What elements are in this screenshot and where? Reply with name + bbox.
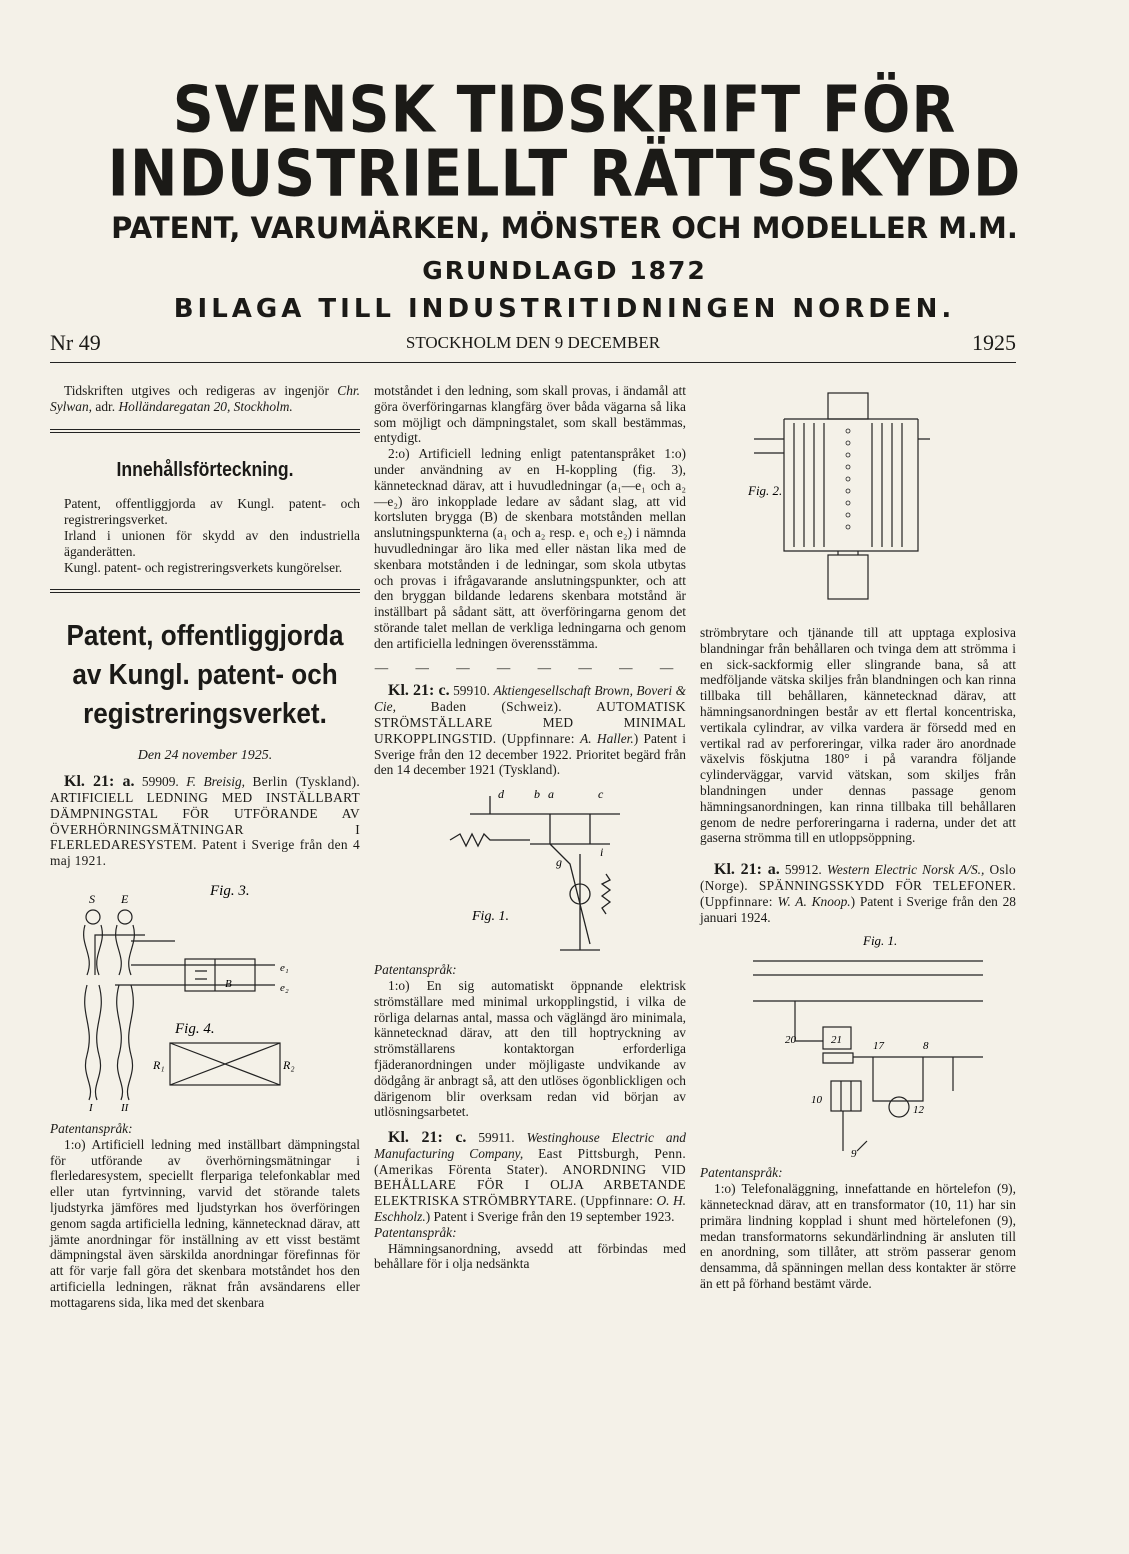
intro-paragraph: Tidskriften utgives och redigeras av ingenjör Chr. Sylwan, adr. Holländaregatan 20, Stockholm. (50, 383, 360, 414)
fig4-label: Fig. 4. (175, 1020, 215, 1037)
column-2 (374, 383, 686, 1272)
divider (50, 589, 360, 593)
claims-text: 1:o) En sig automatiskt öppnande elektrisk strömställare med minimal urkopplingstid, i vilka de rörliga delarnas antal, massa och väglängd äro minimala, kännetecknad därav, att den till hoptryckning av strömställarens kontaktorgan erforderliga fjäderanordningen under möjligaste undvikande av dödgång är anbragt så, att den utlöses ögonblickligen och därigenom blir overksam redan vid början av utlösningsarbetet. (374, 977, 686, 1120)
fig1-switch-drawing (450, 796, 620, 950)
masthead-subtitle: PATENT, VARUMÄRKEN, MÖNSTER OCH MODELLER M.M. (111, 211, 1018, 245)
issue-number: Nr 49 (50, 330, 101, 355)
fig1-telephone-drawing (753, 961, 983, 1151)
figure-1-telephone (723, 931, 993, 1159)
column-3 (700, 383, 1016, 1292)
svg-text:21: 21 (831, 1034, 842, 1047)
claims-label: Patentanspråk: (374, 1224, 457, 1240)
column-1 (50, 383, 360, 1311)
masthead (0, 73, 1129, 326)
svg-text:S: S (89, 891, 95, 906)
issue-city-date: STOCKHOLM DEN 9 DECEMBER (405, 333, 661, 352)
claims-label: Patentanspråk: (50, 1120, 133, 1136)
claims-label: Patentanspråk: (700, 1165, 783, 1181)
svg-text:20: 20 (785, 1034, 796, 1047)
claims-text: 1:o) Artificiell ledning med inställbart dämpningstal för utförande av överhörningsmätningar i flerledaresystem, speciellt flerpariga telefonkablar med eller utan fyrtvinning, varvid det störande talets ljudstyrka jämföres med ljudstyrkan hos överföringen genom sagda artificiella ledning, kännetecknad därav, att jämte anordningar för inställning av ett visst bestämt dämpningstal även särskilda anordningar förefinnas för att för varje fall göra det skenbara motståndet hos den artificiella ledningen, räknat från avsändarens eller mottagarens sida, lika med det skenbara (50, 1136, 360, 1310)
svg-text:12: 12 (913, 1104, 924, 1117)
masthead-founded: GRUNDLAGD 1872 (422, 256, 707, 285)
issue-line (50, 330, 1016, 358)
patent-entry-59911: Kl. 21: c. 59911. Westinghouse Electric and Manufacturing Company, East Pittsburgh, Penn. (Amerikas Förenta Stater). ANORDNING VID BEHÅLLARE FÖR I OLJA ARBETANDE ELEKTRISKA STRÖMBRYTARE. (Uppfinnare: O. H. Eschholz.) Patent i Sverige från den 19 september 1923. (374, 1129, 686, 1225)
claims-text: Hämningsanordning, avsedd att förbindas med behållare för i olja nedsänkta (374, 1240, 686, 1272)
svg-text:9: 9 (851, 1148, 857, 1160)
svg-text:g: g (556, 855, 562, 870)
claims-label: Patentanspråk: (374, 962, 457, 978)
svg-text:c: c (598, 787, 604, 802)
svg-text:e₂: e₂ (280, 981, 289, 994)
claims-text: 1:o) Telefonaläggning, innefattande en hörtelefon (9), kännetecknad därav, att en transformator (10, 11) har sin primära lindning kopplad i shunt med hörtelefonen (9), medan transformatorns sekundärlindning är ansluten till en anordning, som tillåter, att ström passerar genom densamma, då spänningen mellan dess kontakter är större än ett på förhand bestämt värde. (700, 1181, 1016, 1291)
claims-continued: motståndet i den ledning, som skall provas, i ändamål att göra överföringarnas klangfärg över båda vägarna så lika som möjligt och dämpningstalet, som skall bestämmas, entydigt. (374, 383, 686, 446)
issue-year: 1925 (972, 330, 1016, 355)
fig2-label: Fig. 2. (748, 483, 783, 498)
section-date: Den 24 november 1925. (137, 748, 273, 764)
svg-text:e₁: e₁ (280, 961, 289, 974)
svg-text:I: I (89, 1101, 93, 1114)
section-title: Patent, offentliggjorda av Kungl. patent- och registreringsverket. (66, 620, 344, 731)
svg-text:R₂: R₂ (283, 1057, 295, 1072)
fig1-label: Fig. 1. (863, 933, 898, 949)
svg-text:II: II (121, 1101, 129, 1114)
svg-text:8: 8 (923, 1040, 929, 1053)
masthead-title-line1: SVENSK TIDSKRIFT FÖR (172, 73, 957, 147)
figure-1-switch (430, 784, 630, 956)
fig3-drawing (84, 910, 280, 1100)
svg-text:10: 10 (811, 1094, 822, 1107)
svg-text:B: B (225, 977, 232, 990)
figure-2-cylinders (748, 383, 968, 619)
divider (50, 429, 360, 433)
toc-item: Kungl. patent- och registreringsverkets kungörelser. (64, 559, 343, 575)
fig3-label: Fig. 3. (210, 882, 250, 899)
svg-text:E: E (121, 891, 129, 906)
masthead-supplement: BILAGA TILL INDUSTRITIDNINGEN NORDEN. (173, 294, 956, 324)
patent-entry-59912: Kl. 21: a. 59912. Western Electric Norsk A/S., Oslo (Norge). SPÄNNINGSSKYDD FÖR TELEFONER. (Uppfinnare: W. A. Knoop.) Patent i Sverige från den 28 januari 1924. (700, 861, 1016, 925)
table-of-contents (50, 496, 360, 575)
patent-entry-59910: Kl. 21: c. 59910. Aktiengesellschaft Brown, Boveri & Cie, Baden (Schweiz). AUTOMATISK STRÖMSTÄLLARE MED MINIMAL URKOPPLINGSTID. (Uppfinnare: A. Haller.) Patent i Sverige från den 12 december 1922. Prioritet begärd från den 14 december 1921 (Tyskland). (374, 682, 686, 778)
claims-continued: strömbrytare och tjänande till att upptaga explosiva blandningar från behållaren och tvinga dem att strömma i en sick-sackformig eller slingrande bana, så att medföljande vätska skiljes från blandningen och kan rinna tillbaka till behållaren, kännetecknad därav, att hämningsanordningen består av ett flertal koncentriska, vertikala cylindrar, av vilka vardera är försedd med en vertikal rad av perforeringar, vilka rader äro anordnade växelvis föskjutna 180° i på varandra följande cylinderväggar, varvid vätskan, som skiljes från blandningen under dennas passage genom hämningsanordningen, kan rinna tillbaka till behållaren genom de nedre perforeringarna i raderna, under det att gaserna strömma till en utloppsöppning. (700, 625, 1016, 846)
toc-item: Patent, offentliggjorda av Kungl. patent- och registreringsverket. (64, 496, 360, 528)
claims-2: 2:o) Artificiell ledning enligt patentanspråket 1:o) under användning av en H-koppling (fig. 3), kännetecknad därav, att i huvudledningar (a₁—e₁ och a₂—e₂) äro inkopplade ledare av sådant slag, att vid kortsluten brygga (B) de skenbara motstånden mellan anslutningspunkterna (a₁ och a₂ resp. e₁ och e₂) i nämnda huvudledningar äro lika med eller nästan lika med de skenbara motstånden i de ledningar, som skola utbytas och provas i ifrågavarande anslutningspunkter, och att den bryggan bildande ledarens skenbara motstånd är inställbart på sådant sätt, att överföringarna genom det störande talet mellan de verkliga ledningarna och genom den artificiella ledningen överensstämma. (374, 446, 686, 651)
svg-text:17: 17 (873, 1040, 884, 1053)
fig1-label: Fig. 1. (472, 909, 509, 925)
patent-entry-59909: Kl. 21: a. 59909. F. Breisig, Berlin (Tyskland). ARTIFICIELL LEDNING MED INSTÄLLBART DÄMPNINGSTAL FÖR UTFÖRANDE AV ÖVERHÖRNINGSMÄTNINGAR I FLERLEDARESYSTEM. Patent i Sverige från den 4 maj 1921. (50, 773, 360, 869)
header-rule (50, 362, 1016, 363)
svg-text:b: b (534, 787, 540, 802)
svg-text:d: d (498, 787, 504, 802)
svg-text:R₁: R₁ (153, 1057, 165, 1072)
svg-text:a: a (548, 787, 554, 802)
separator-dashes: — — — — — — — — (374, 659, 686, 675)
toc-item: Irland i unionen för skydd av den industriella äganderätten. (64, 527, 360, 559)
toc-title: Innehållsförteckning. (116, 458, 294, 481)
figure-3-4-circuit (75, 875, 335, 1115)
svg-text:i: i (600, 845, 604, 860)
masthead-title-line2: INDUSTRIELLT RÄTTSSKYDD (107, 137, 1022, 211)
